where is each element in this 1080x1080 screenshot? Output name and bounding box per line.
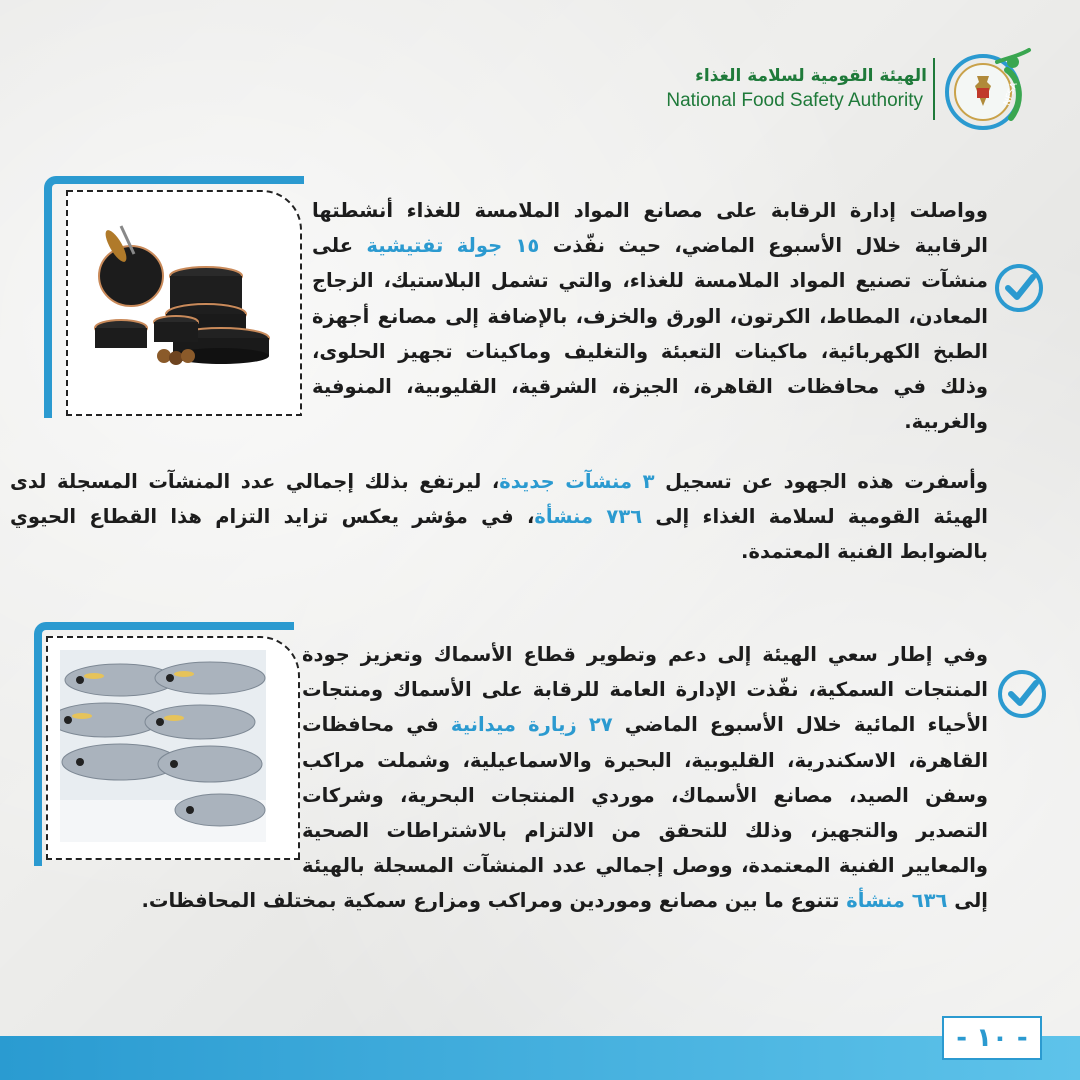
cookware-image-card [66,190,302,416]
cookware-photo [76,206,290,398]
logo-divider [933,58,935,120]
check-circle-icon [996,668,1048,720]
check-circle-icon [993,262,1045,314]
section1-paragraph [312,193,988,473]
org-name-arabic: الهيئة القومية لسلامة الغذاء [695,66,927,86]
section1-text-1: وواصلت إدارة الرقابة على مصانع المواد الملامسة للغذاء أنشطتها الرقابية خلال الأسبوع الماضي، حيث نفّذت [312,199,988,258]
org-name-english: National Food Safety Authority [666,90,923,111]
section2-highlight-visits: ٢٧ زيارة ميدانية [450,713,613,737]
section1-text-5: ، في مؤشر يعكس تزايد التزام هذا القطاع الحيوي بالضوابط الفنية المعتمدة. [10,505,988,564]
section2-text-2: في محافظات القاهرة، الاسكندرية، القليوبية، البحيرة والاسماعيلية، وشملت مراكب وسفن الصيد، مصانع الأسماك، موردي المنتجات البحرية، وشركات التصدير والتجهيز، وذلك للتحقق من الالتزام بالاشتراطات الصحية والمعايير الفنية المعتمدة، ووصل إجمالي عدد المنشآت المسجلة بالهيئة إلى [302,713,988,913]
section1-text-2: على منشآت تصنيع المواد الملامسة للغذاء، والتي تشمل البلاستيك، الزجاج المعادن، المطاط، الكرتون، الورق والخزف، بالإضافة إلى مصانع أجهزة الطبخ الكهربائية، ماكينات التعبئة والتغليف وماكينات تجهيز الحلوى، وذلك في محافظات القاهرة، الجيزة، الشرقية، القليوبية، المنوفية والغربية. [312,234,988,434]
section2-paragraph [24,637,988,919]
section2-text-3: تتنوع ما بين مصانع وموردين ومراكب ومزارع سمكية بمختلف المحافظات. [141,889,847,913]
section1-text-4: ، ليرتفع بذلك إجمالي عدد المنشآت المسجلة لدى الهيئة القومية لسلامة الغذاء إلى [10,470,988,529]
section1-highlight-inspections: ١٥ جولة تفتيشية [366,234,540,258]
section2-text-1: وفي إطار سعي الهيئة إلى دعم وتطوير قطاع الأسماك وتعزيز جودة المنتجات السمكية، نفّذت الإدارة العامة للرقابة على الأسماك ومنتجات الأحياء المائية خلال الأسبوع الماضي [302,643,988,737]
section1-highlight-new-facilities: ٣ منشآت جديدة [499,470,655,493]
header-logo [655,48,1055,148]
image-spacer [24,637,302,871]
footer-bar [0,1036,1080,1080]
section1-highlight-total-facilities: ٧٣٦ منشأة [534,505,643,529]
section2-highlight-total-facilities: ٦٣٦ منشأة [846,889,948,913]
page-number: - ١٠ - [942,1016,1042,1060]
nfsa-emblem-icon [937,40,1037,140]
section1-text-3: وأسفرت هذه الجهود عن تسجيل [654,470,988,493]
section1-results-paragraph [10,464,988,570]
emblem-text: NFSA [1002,81,1020,108]
